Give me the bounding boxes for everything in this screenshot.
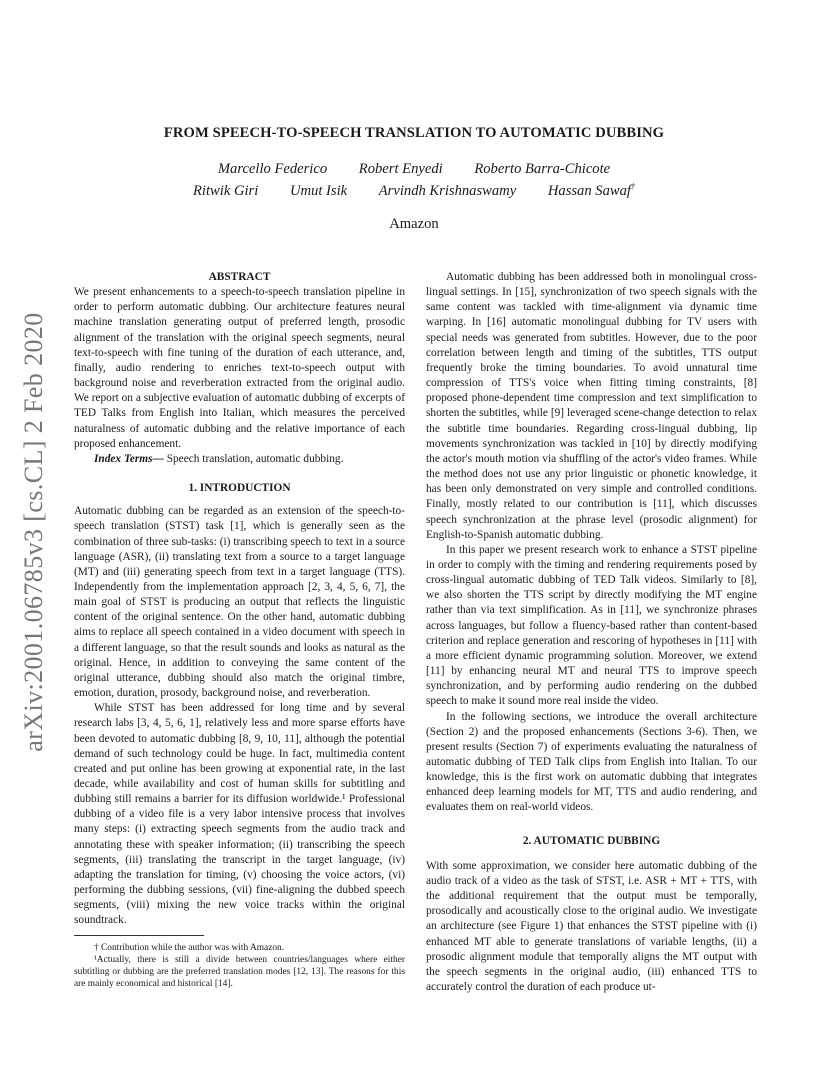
section-heading-intro: 1. INTRODUCTION bbox=[188, 482, 291, 495]
paper-title: FROM SPEECH-TO-SPEECH TRANSLATION TO AUTOMATIC DUBBING bbox=[163, 125, 665, 141]
right-paragraph-2: In this paper we present research work to enhance a STST pipeline in order to comply with the timing and rendering requirements posed by cross-lingual automatic dubbing of TED Talk videos. Similarly to [8], we also shorten the TTS script by directly modifying the MT engine rather than via text simplification. As in [11], we synchronize phrases across languages, but follow a fluency-based rather than content-based criterion and replace generation and rescoring of hypotheses in [11] with a more efficient dynamic programming solution. Moreover, we extend [11] by enhancing neural MT and neural TTS to improve speech synchronization, and by performing audio rendering on the dubbed speech to make it sound more real inside the video. bbox=[426, 543, 757, 708]
right-paragraph-4: With some approximation, we consider here automatic dubbing of the audio track of a video as the task of STST, i.e. ASR + MT + TTS, with the additional requirement that the output must be temporally, prosodically and acoustically close to the original audio. We investigate an architecture (see Figure 1) that enhances the STST pipeline with (i) enhanced MT able to generate translations of variable lengths, (ii) a prosodic alignment module that temporally aligns the MT output with the speech segments in the original audio, (iii) enhanced TTS to accurately control the duration of each produce ut- bbox=[426, 859, 757, 994]
index-terms bbox=[74, 452, 405, 467]
abstract-heading: ABSTRACT bbox=[208, 271, 271, 283]
affiliation: Amazon bbox=[389, 216, 439, 232]
author: Hassan Sawaf† bbox=[547, 182, 635, 199]
intro-paragraph-1: Automatic dubbing can be regarded as an extension of the speech-to-speech translation (STST) task [1], which is generally seen as the combination of three sub-tasks: (i) transcribing speech to text in a source language (ASR), (ii) translating text from a source to a target language (MT) and (iii) generating speech from text in a target language (TTS). Independently from the implementation approach [2, 3, 4, 5, 6, 7], the main goal of STST is producing an output that reflects the linguistic content of the original sentence. On the other hand, automatic dubbing aims to replace all speech contained in a video document with speech in a different language, so that the result sounds and looks as natural as the original. Hence, in addition to conveying the same content of the original utterance, dubbing should also match the original timbre, emotion, duration, prosody, background noise, and reverberation. bbox=[74, 505, 405, 700]
footnote-dagger: † Contribution while the author was with Amazon. bbox=[94, 942, 285, 953]
footnote-rule bbox=[74, 935, 204, 936]
right-column bbox=[426, 270, 757, 995]
index-terms-text: Speech translation, automatic dubbing. bbox=[163, 452, 344, 465]
intro-paragraph-2: While STST has been addressed for long time and by several research labs [3, 4, 5, 6, 1], relatively less and more sparse efforts have been devoted to automatic dubbing [8, 9, 10, 11], although the potential demand of such technology could be huge. In fact, multimedia content created and put online has been growing at exponential rate, in the last decade, while availability and cost of human skills for subtitling and dubbing still remains a barrier for its diffusion worldwide.¹ Professional dubbing of a video file is a very labor intensive process that involves many steps: (i) extracting speech segments from the audio track and annotating these with speaker information; (ii) transcribing the speech segments, (iii) translating the transcript in the target language, (iv) adapting the translation for timing, (v) choosing the voice actors, (vi) performing the dubbing sessions, (vii) fine-aligning the dubbed speech segments, (viii) mixing the new voice tracks within the original soundtrack. bbox=[74, 702, 405, 927]
author: Marcello Federico bbox=[217, 161, 328, 177]
authors-row-1 bbox=[74, 161, 754, 178]
right-paragraph-1: Automatic dubbing has been addressed both in monolingual cross-lingual settings. In [15], synchronization of two speech signals with the same content was tackled with time-alignment via dynamic time warping. In [16] automatic monolingual dubbing for TV users with special needs was generated from subtitles. However, due to the poor correlation between length and timing of the subtitles, TTS output frequently broke the timing boundaries. To avoid unnatural time compression of TTS's voice when fitting timing constraints, [8] proposed phone-dependent time compression and text simplification to shorten the subtitles, while [9] leveraged scene-change detection to relax the subtitle time boundaries. Regarding cross-lingual dubbing, lip movements synchronization was tackled in [10] by directly modifying the actor's mouth motion via shuffling of the actor's video frames. While the method does not use any prior linguistic or phonetic knowledge, it has been only demonstrated on very simple and controlled conditions. Finally, mostly related to our contribution is [11], which discusses speech synchronization at the phrase level (prosodic alignment) for English-to-Spanish automatic dubbing. bbox=[426, 271, 757, 541]
index-terms-label: Index Terms— bbox=[94, 452, 164, 465]
arxiv-stamp: arXiv:2001.06785v3 [cs.CL] 2 Feb 2020 bbox=[19, 312, 48, 752]
author: Arvindh Krishnaswamy bbox=[378, 182, 517, 199]
dagger-mark: † bbox=[630, 182, 635, 191]
authors-row-2 bbox=[74, 182, 754, 200]
section-heading-dubbing: 2. AUTOMATIC DUBBING bbox=[522, 834, 661, 847]
author: Robert Enyedi bbox=[358, 161, 443, 177]
author: Umut Isik bbox=[289, 182, 348, 199]
author: Ritwik Giri bbox=[193, 182, 259, 199]
left-column bbox=[74, 270, 405, 990]
footnote-1: ¹Actually, there is still a divide between countries/languages where either subtitling or dubbing are the preferred translation modes [12, 13]. The reasons for this are mainly economical and historical [14]. bbox=[74, 954, 405, 989]
author: Roberto Barra-Chicote bbox=[474, 161, 611, 177]
abstract-text: We present enhancements to a speech-to-speech translation pipeline in order to perform automatic dubbing. Our architecture features neural machine translation generating output of preferred length, prosodic alignment of the translation with the original speech segments, neural text-to-speech with fine tuning of the duration of each utterance, and, finally, audio rendering to enriches text-to-speech output with background noise and reverberation extracted from the original audio. We report on a subjective evaluation of automatic dubbing of excerpts of TED Talks from English into Italian, which measures the perceived naturalness of automatic dubbing and the relative importance of each proposed enhancement. bbox=[74, 286, 405, 450]
right-paragraph-3: In the following sections, we introduce the overall architecture (Section 2) and the proposed enhancements (Sections 3-6). Then, we present results (Section 7) of experiments evaluating the naturalness of automatic dubbing of TED Talk clips from English into Italian. To our knowledge, this is the first work on automatic dubbing that integrates enhanced deep learning models for MT, TTS and audio rendering, and evaluates them on real-world videos. bbox=[426, 710, 757, 814]
